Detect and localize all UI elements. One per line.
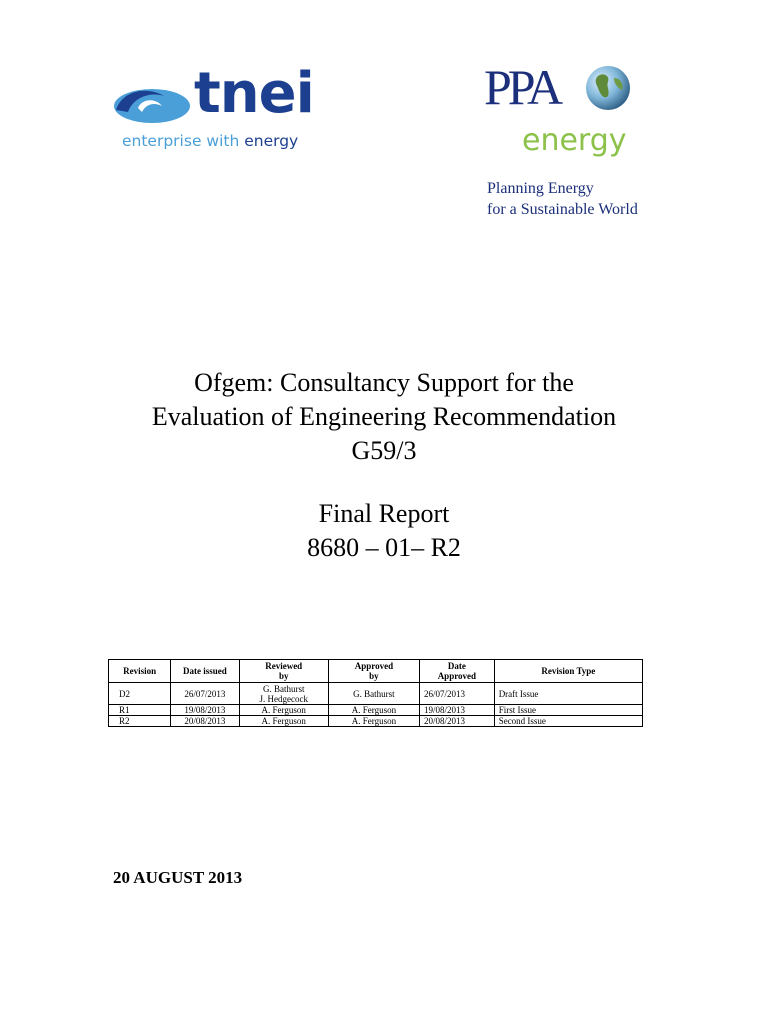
table-row [109, 683, 643, 705]
header-reviewed-by-line1: Reviewed [265, 661, 303, 671]
header-approved-by-line2: by [369, 671, 379, 681]
ppa-tagline-line1: Planning Energy [487, 180, 594, 197]
tnei-swirl-icon [108, 84, 192, 128]
cell-date-issued: 19/08/2013 [171, 705, 239, 716]
cell-revision-type: Second Issue [494, 716, 642, 727]
tnei-wordmark: tnei [194, 61, 314, 126]
cell-revision-type: Draft Issue [494, 683, 642, 705]
cell-reviewed-by: A. Ferguson [239, 705, 328, 716]
header-date-approved-line1: Date [447, 661, 466, 671]
report-identifier [0, 497, 768, 565]
globe-icon [584, 64, 632, 112]
header-revision-type: Revision Type [494, 660, 642, 683]
cell-date-approved: 20/08/2013 [420, 716, 495, 727]
ppa-energy-subword: energy [522, 123, 627, 158]
header-approved-by [328, 660, 419, 683]
ppa-wordmark: PPA [484, 59, 560, 115]
cell-approved-by: G. Bathurst [328, 683, 419, 705]
tnei-tagline [122, 132, 298, 150]
cell-revision: D2 [109, 683, 171, 705]
cell-reviewed-by [239, 683, 328, 705]
revision-table-header [109, 660, 643, 683]
revision-table [108, 659, 643, 727]
title-line-2: Evaluation of Engineering Recommendation [151, 402, 617, 431]
cell-reviewed-by-line2: J. Hedgecock [259, 693, 308, 704]
header-date-approved-line2: Approved [437, 671, 477, 681]
title-line-1: Ofgem: Consultancy Support for the [194, 368, 574, 397]
cell-reviewed-by-line1: G. Bathurst [262, 683, 305, 694]
document-title [0, 366, 768, 468]
tnei-tagline-part1: enterprise with [122, 132, 245, 150]
header-date-approved [420, 660, 495, 683]
cell-revision: R2 [109, 716, 171, 727]
cell-date-issued: 26/07/2013 [171, 683, 239, 705]
title-line-3: G59/3 [351, 436, 417, 465]
tnei-logo [108, 61, 328, 156]
document-date: 20 AUGUST 2013 [113, 868, 243, 887]
tnei-tagline-energy: energy [244, 132, 299, 150]
header-reviewed-by [239, 660, 328, 683]
header-approved-by-line1: Approved [354, 661, 394, 671]
table-row [109, 705, 643, 716]
header-date-issued: Date issued [171, 660, 239, 683]
cell-approved-by: A. Ferguson [328, 705, 419, 716]
cell-approved-by: A. Ferguson [328, 716, 419, 727]
cell-reviewed-by: A. Ferguson [239, 716, 328, 727]
cell-revision: R1 [109, 705, 171, 716]
cell-date-issued: 20/08/2013 [171, 716, 239, 727]
table-row [109, 716, 643, 727]
cell-date-approved: 19/08/2013 [420, 705, 495, 716]
header-reviewed-by-line2: by [278, 671, 289, 681]
report-number: 8680 – 01– R2 [307, 533, 461, 562]
header-revision: Revision [109, 660, 171, 683]
cell-date-approved: 26/07/2013 [420, 683, 495, 705]
report-type: Final Report [318, 499, 450, 528]
ppa-tagline-line2: for a Sustainable World [487, 201, 638, 218]
cell-revision-type: First Issue [494, 705, 642, 716]
ppa-energy-logo [484, 59, 654, 222]
